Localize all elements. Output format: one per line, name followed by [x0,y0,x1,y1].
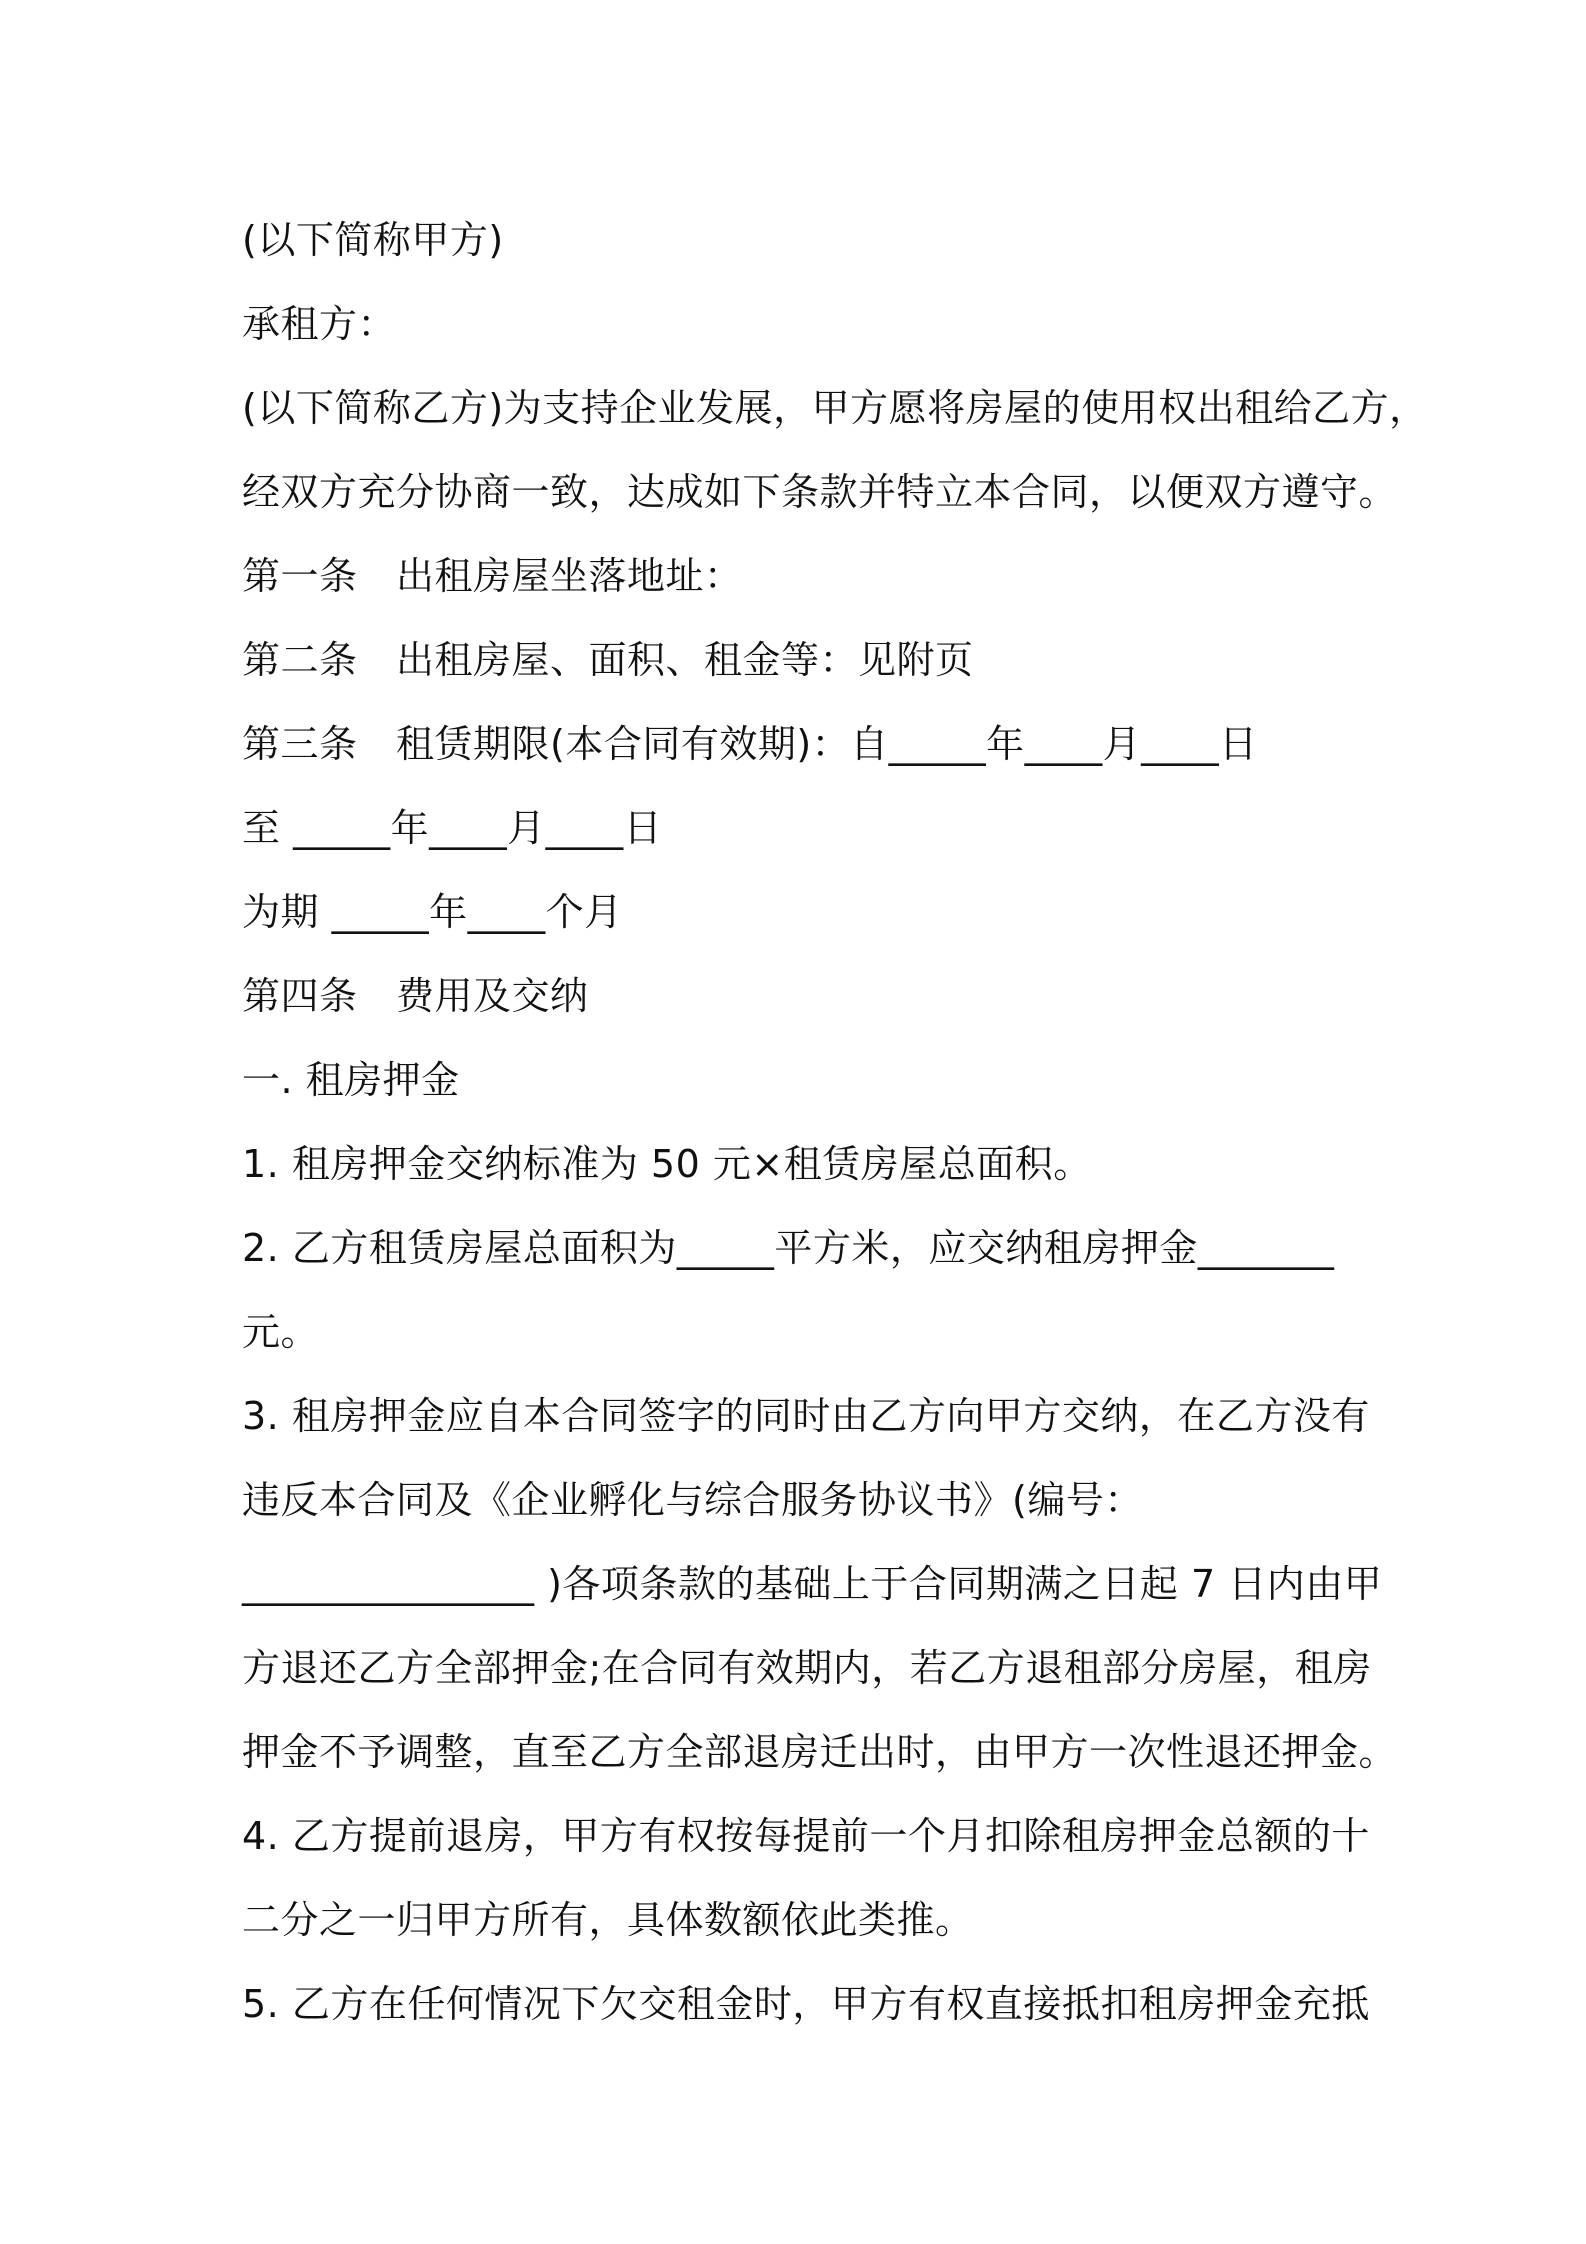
clause-3-line-5: 押金不予调整，直至乙方全部退房迁出时，由甲方一次性退还押金。 [242,1730,1398,1774]
article-3-duration: 为期 _____年____个月 [242,890,623,934]
clause-4-line-1: 4. 乙方提前退房，甲方有权按每提前一个月扣除租房押金总额的十 [242,1814,1370,1858]
preamble-line-2: 经双方充分协商一致，达成如下条款并特立本合同，以便双方遵守。 [242,470,1398,514]
preamble-line-1: (以下简称乙方)为支持企业发展，甲方愿将房屋的使用权出租给乙方， [242,386,1428,430]
clause-3-line-3: _______________ )各项条款的基础上于合同期满之日起 7 日内由甲 [242,1562,1383,1606]
party-a-note: (以下简称甲方) [242,218,504,262]
clause-4-line-2: 二分之一归甲方所有，具体数额依此类推。 [242,1898,974,1942]
article-3: 第三条 租赁期限(本合同有效期)：自_____年____月____日 [242,722,1258,766]
article-1: 第一条 出租房屋坐落地址： [242,554,743,598]
clause-3-line-2: 违反本合同及《企业孵化与综合服务协议书》(编号： [242,1478,1143,1522]
article-2: 第二条 出租房屋、面积、租金等：见附页 [242,638,974,682]
clause-1: 1. 租房押金交纳标准为 50 元×租赁房屋总面积。 [242,1142,1092,1186]
article-4-heading: 第四条 费用及交纳 [242,974,589,1018]
section-deposit-heading: 一. 租房押金 [242,1058,460,1102]
clause-2-line-1: 2. 乙方租赁房屋总面积为_____平方米，应交纳租房押金_______ [242,1226,1335,1270]
clause-2-line-2: 元。 [242,1310,320,1354]
contract-text [242,198,1428,2046]
clause-5-line-1: 5. 乙方在任何情况下欠交租金时，甲方有权直接抵扣租房押金充抵 [242,1982,1370,2026]
article-3-end-date: 至 _____年____月____日 [242,806,663,850]
clause-3-line-4: 方退还乙方全部押金;在合同有效期内，若乙方退租部分房屋，租房 [242,1646,1372,1690]
lessee-label: 承租方： [242,302,397,346]
clause-3-line-1: 3. 租房押金应自本合同签字的同时由乙方向甲方交纳，在乙方没有 [242,1394,1370,1438]
